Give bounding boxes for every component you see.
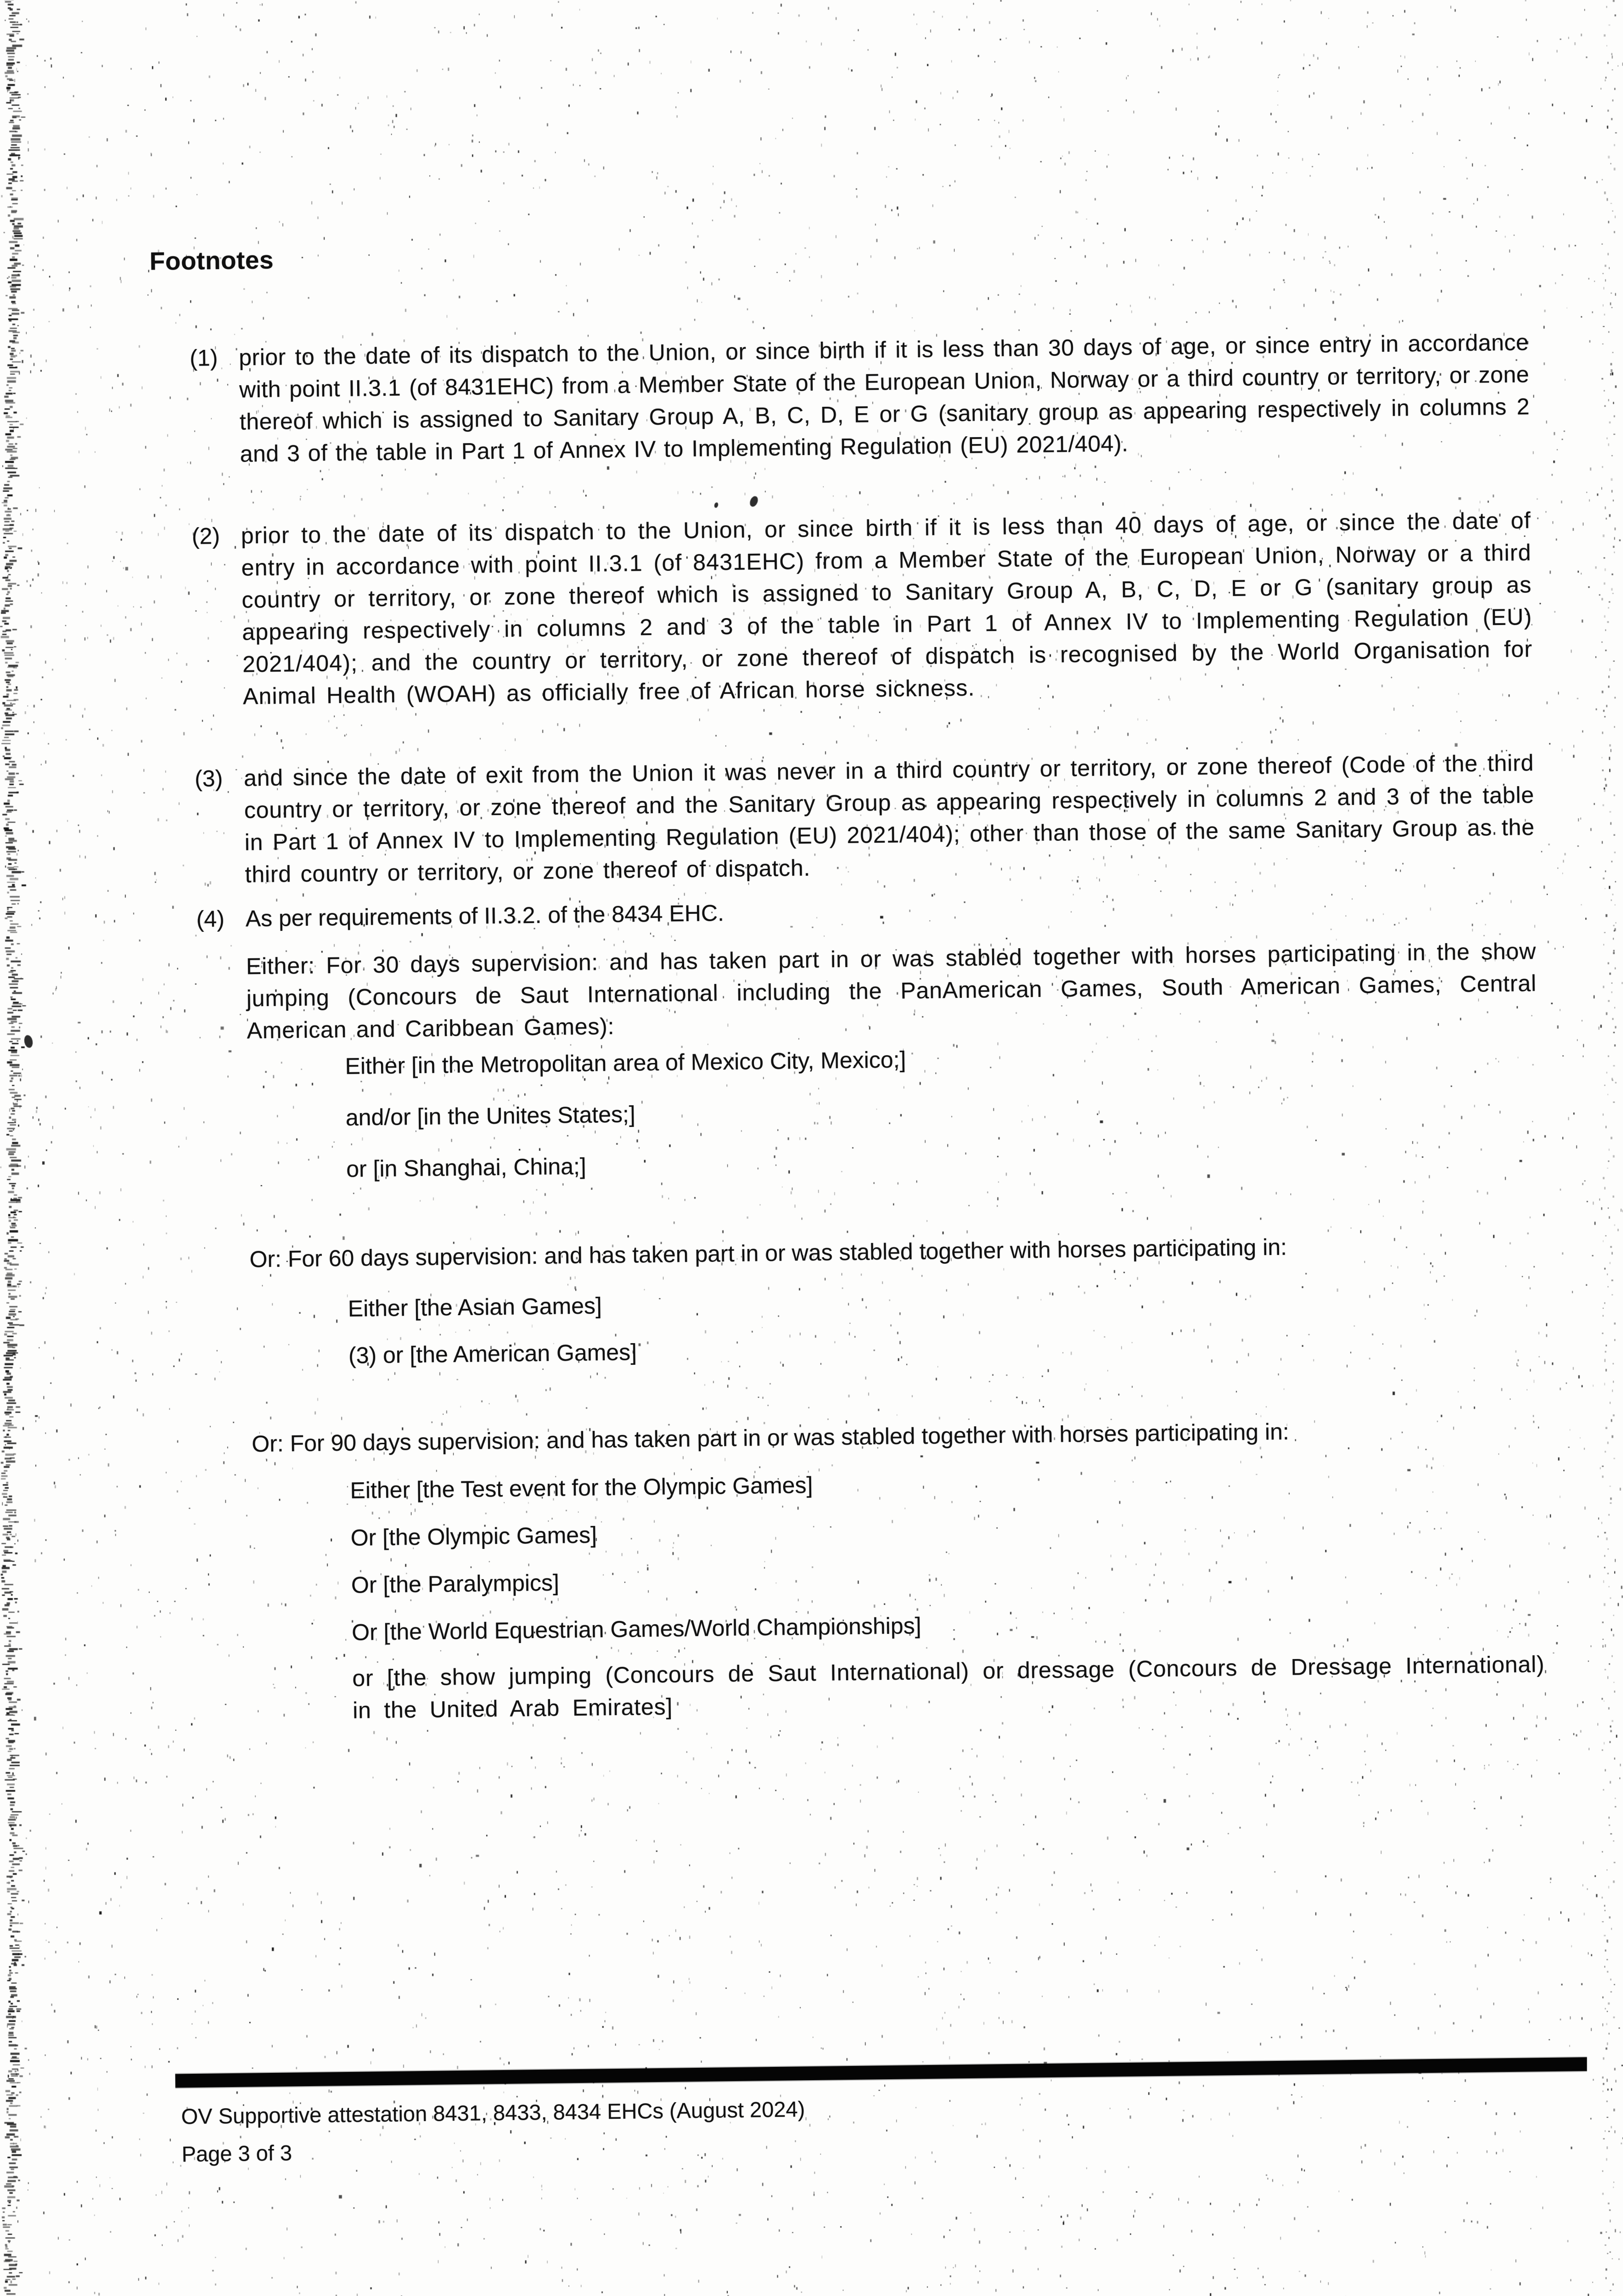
supervision-30-intro: Either: For 30 days supervision: and has taken part in or was stabled together with horses participating in the show jumping (Concours de Saut International including the PanAmerican Games, South American Games, Central American and Caribbean Games): [246,938,1537,1044]
footnotes-body [190,326,1545,1728]
supervision-30-option-3: or [in Shanghai, China;] [346,1153,587,1182]
footnote-2 [191,504,1533,745]
page-footer [181,2090,805,2173]
footnote-4-number: (4) [196,906,225,932]
footnote-2-text: prior to the date of its dispatch to the Union, or since birth if it is less than 40 days of age, or since the date of entry in accordance with point II.3.1 (of 8431EHC) from a Member State of the European Union, Norway or a third country or territory, or zone thereof which is assigned to Sanitary Group A, B, C, D, E or G (sanitary group as appearing respectively in columns 2 and 3 of the table in Part 1 of Annex IV to Implementing Regulation (EU) 2021/404); and the country or territory, or zone thereof of dispatch is recognised by the World Organisation for Animal Health (WOAH) as officially free of African horse sickness. [241,507,1533,709]
supervision-30-option-1: Either [in the Metropolitan area of Mexico City, Mexico;] [345,1047,906,1079]
footnote-3-number: (3) [194,765,223,792]
supervision-90-option-4: Or [the World Equestrian Games/World Championships] [351,1613,921,1645]
supervision-90-option-5: or [the show jumping (Concours de Saut International) or dressage (Concours de Dressage International) in the United Arab Emirates] [352,1651,1545,1723]
footnote-2-number: (2) [191,523,220,549]
footnote-4 [196,887,1536,935]
footnote-1 [190,326,1531,503]
supervision-90-option-1: Either [the Test event for the Olympic Games] [350,1472,813,1503]
footnote-4-text: As per requirements of II.3.2. of the 8434 EHC. [245,900,724,932]
footer-page-number: Page 3 of 3 [181,2140,292,2167]
supervision-60-option-1: Either [the Asian Games] [348,1293,602,1322]
footnote-3-text: and since the date of exit from the Union it was never in a third country or territory, or zone thereof (Code of the third country or territory, or zone thereof and the Sanitary Group as appearing respectively in columns 2 and 3 of the table in Part 1 of Annex IV to Implementing Regulation (EU) 2021/404); other than those of the same Sanitary Group as the third country or territory, or zone thereof of dispatch. [243,750,1535,888]
footer-divider-bar [175,2057,1587,2088]
supervision-30-option-2: and/or [in the Unites States;] [345,1101,636,1131]
footnote-1-text: prior to the date of its dispatch to the Union, or since birth if it is less than 30 days of age, or since entry in accordance with point II.3.1 (of 8431EHC) from a Member State of the European Union, Norway or a third country or territory, or zone thereof which is assigned to Sanitary Group A, B, C, D, E or G (sanitary group as appearing respectively in columns 2 and 3 of the table in Part 1 of Annex IV to Implementing Regulation (EU) 2021/404). [238,329,1530,467]
supervision-90-option-2: Or [the Olympic Games] [350,1522,597,1551]
footer-doc-reference: OV Supportive attestation 8431, 8433, 8434 EHCs (August 2024) [181,2097,805,2129]
footnote-3 [195,747,1535,891]
supervision-60-option-2: (3) or [the American Games] [348,1339,637,1368]
supervision-60-intro: Or: For 60 days supervision: and has taken part in or was stabled together with horses participating in: [249,1234,1287,1272]
footnotes-heading: Footnotes [149,245,274,276]
footnote-1-number: (1) [189,345,218,371]
supervision-90-option-3: Or [the Paralympics] [351,1570,560,1598]
supervision-90-intro: Or: For 90 days supervision: and has taken part in or was stabled together with horses participating in: [251,1418,1290,1457]
